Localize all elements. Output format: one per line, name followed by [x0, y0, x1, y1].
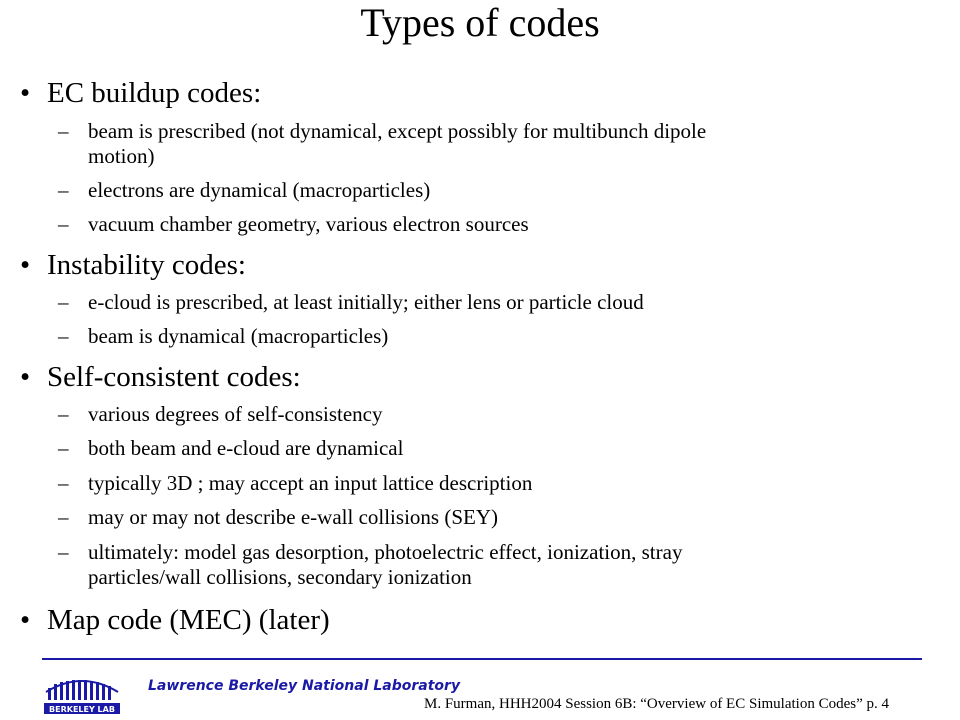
sub-item-text: typically 3D ; may accept an input lattice description — [88, 471, 533, 495]
sub-item-text: motion) — [88, 144, 155, 168]
sub-mark: – — [58, 471, 69, 495]
sub-mark: – — [58, 212, 69, 236]
sub-mark: – — [58, 540, 69, 564]
sub-item-text: e-cloud is prescribed, at least initially; either lens or particle cloud — [88, 290, 644, 314]
sub-mark: – — [58, 505, 69, 529]
bullet-label: EC buildup codes: — [47, 77, 262, 109]
sub-item-text: electrons are dynamical (macroparticles) — [88, 178, 431, 202]
sub-item-text: beam is dynamical (macroparticles) — [88, 324, 389, 348]
berkeley-lab-logo — [42, 672, 122, 716]
sub-item-text: may or may not describe e-wall collisions (SEY) — [88, 505, 498, 529]
sub-mark: – — [58, 402, 69, 426]
logo-text: BERKELEY LAB — [49, 705, 115, 714]
bullet-mark: • — [20, 249, 31, 281]
sub-item-text: vacuum chamber geometry, various electron sources — [88, 212, 529, 236]
sub-item-text: beam is prescribed (not dynamical, except possibly for multibunch dipole — [88, 119, 707, 143]
sub-mark: – — [58, 290, 69, 314]
sub-item-text: ultimately: model gas desorption, photoelectric effect, ionization, stray — [88, 540, 683, 564]
slide-title: Types of codes — [360, 0, 600, 45]
bullet-mark: • — [20, 604, 31, 636]
lab-name: Lawrence Berkeley National Laboratory — [148, 678, 461, 694]
sub-item-text: various degrees of self-consistency — [88, 402, 383, 426]
sub-mark: – — [58, 324, 69, 348]
bullet-mark: • — [20, 361, 31, 393]
sub-item-text: particles/wall collisions, secondary ionization — [88, 565, 472, 589]
bullet-label: Map code (MEC) (later) — [47, 604, 330, 636]
sub-item-text: both beam and e-cloud are dynamical — [88, 436, 404, 460]
sub-mark: – — [58, 178, 69, 202]
bullet-label: Instability codes: — [47, 249, 246, 281]
sub-mark: – — [58, 119, 69, 143]
footer-credit: M. Furman, HHH2004 Session 6B: “Overview of EC Simulation Codes” p. 4 — [424, 696, 889, 712]
bullet-label: Self-consistent codes: — [47, 361, 301, 393]
bullet-mark: • — [20, 77, 31, 109]
sub-mark: – — [58, 436, 69, 460]
footer-divider — [42, 658, 922, 660]
